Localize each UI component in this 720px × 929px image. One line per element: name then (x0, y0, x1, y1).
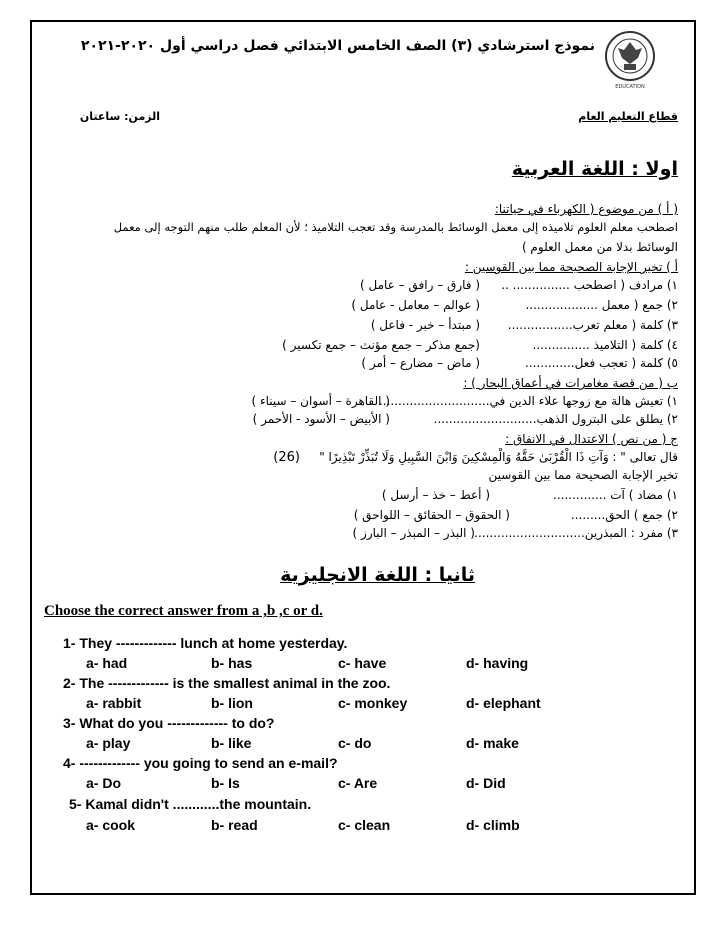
question-4: 4- ------------- you going to send an e-mail? (63, 755, 338, 771)
question-1-option-a[interactable]: a- had (86, 655, 128, 671)
question-1-option-b[interactable]: b- has (211, 655, 253, 671)
part-b-options-2: ( الأبيض – الأسود - الأحمر ) (252, 412, 390, 426)
part-c-question-1: ١) مضاد ) آت .............. (553, 488, 678, 502)
part-c-instruction: تخير الإجابة الصحيحة مما بين القوسين (488, 468, 678, 482)
part-c-heading: ج ( من نص ) الاعتدال في الانفاق : (505, 432, 678, 446)
exam-title: نموذج استرشادي (٣) الصف الخامس الابتدائي فصل دراسي أول ٢٠٢٠-٢٠٢١ (80, 38, 595, 54)
verse-reference: (26) (273, 450, 300, 465)
part-b-question-1: ١) تعيش هالة مع زوجها علاء الدين في............................. (378, 394, 678, 408)
question-2-option-b[interactable]: b- lion (211, 695, 253, 711)
svg-text:EDUCATION: EDUCATION (615, 84, 645, 90)
question-5-option-b[interactable]: b- read (211, 817, 258, 833)
ministry-logo-icon (604, 30, 656, 92)
part-a-question-4: ٤) كلمة ( التلاميذ ............... (532, 338, 678, 352)
part-a-options-4: (جمع مذكر – جمع مؤنث – جمع تكسير ) (282, 338, 480, 352)
question-4-option-c[interactable]: c- Are (338, 775, 378, 791)
arabic-section-title: اولا : اللغة العربية (511, 158, 678, 180)
question-2-option-c[interactable]: c- monkey (338, 695, 408, 711)
part-c-question-2: ٢) جمع ) الحق......... (570, 508, 678, 522)
question-2-option-d[interactable]: d- elephant (466, 695, 541, 711)
question-1: 1- They ------------- lunch at home yesterday. (63, 635, 348, 651)
part-a-options-5: ( ماض – مضارع – أمر ) (361, 356, 480, 370)
part-a-options-3: ( مبتدأ – خبر - فاعل ) (370, 318, 480, 332)
sector-label: قطاع التعليم العام (578, 110, 678, 123)
question-5-option-a[interactable]: a- cook (86, 817, 136, 833)
passage-line-2: الوسائط بدلا من معمل العلوم ) (521, 240, 678, 254)
question-3: 3- What do you ------------- to do? (63, 715, 275, 731)
question-5: 5- Kamal didn't ............the mountain. (69, 796, 312, 812)
question-5-option-d[interactable]: d- climb (466, 817, 520, 833)
part-b-question-2: ٢) يطلق على البترول الذهب........................... (433, 412, 678, 426)
question-1-option-d[interactable]: d- having (466, 655, 529, 671)
question-2: 2- The ------------- is the smallest animal in the zoo. (63, 675, 391, 691)
part-b-heading: ب ( من قصة مغامرات في أعماق البحار ) : (463, 376, 678, 390)
part-a-instruction: أ ) تخير الإجابة الصحيحة مما بين القوسين : (464, 260, 678, 274)
question-3-option-d[interactable]: d- make (466, 735, 519, 751)
part-b-options-1: ( القاهرة – أسوان – سيناء ) (251, 394, 390, 408)
question-2-option-a[interactable]: a- rabbit (86, 695, 142, 711)
question-3-option-b[interactable]: b- like (211, 735, 252, 751)
english-section-title: ثانيا : اللغة الانجليزية (280, 564, 475, 586)
question-3-option-c[interactable]: c- do (338, 735, 372, 751)
english-instruction: Choose the correct answer from a ,b ,c or d. (44, 603, 323, 619)
question-4-option-d[interactable]: d- Did (466, 775, 506, 791)
part-a-question-3: ٣) كلمة ( معلم تعرب................. (507, 318, 678, 332)
question-3-option-a[interactable]: a- play (86, 735, 131, 751)
part-a-heading: ( أ ) من موضوع ( الكهرباء في حياتنا: (494, 202, 678, 216)
duration-label: الزمن: ساعتان (79, 110, 160, 123)
passage-line-1: اصطحب معلم العلوم تلاميذه إلى معمل الوسائط بالمدرسة وقد تعجب التلاميذ ؛ لأن المعلم طلب منهم التوجه إلى معمل (113, 220, 678, 234)
part-a-question-5: ٥) كلمة ( تعجب فعل............. (525, 356, 678, 370)
question-4-option-b[interactable]: b- Is (211, 775, 240, 791)
question-5-option-c[interactable]: c- clean (338, 817, 391, 833)
part-c-options-3: ( البذر – المبذر – البارز ) (352, 526, 475, 540)
part-a-question-2: ٢) جمع ( معمل ................... (525, 298, 678, 312)
part-a-options-2: ( عوالم – معامل - عامل ) (351, 298, 480, 312)
quran-verse: قال تعالى " : وَآتِ ذَا الْقُرْبَىٰ حَقَّهُ وَالْمِسْكِينَ وَابْنَ السَّبِيلِ وَلَا تُبَذِّرْ تَبْذِيرًا " (319, 450, 678, 464)
part-a-question-1: ١) مرادف ( اصطحب ............... .. (501, 278, 678, 292)
part-c-options-1: ( أعط – خذ – أرسل ) (381, 488, 490, 502)
part-a-options-1: ( فارق – رافق – عامل ) (360, 278, 480, 292)
question-4-option-a[interactable]: a- Do (86, 775, 121, 791)
part-c-options-2: ( الحقوق – الحقائق – اللواحق ) (353, 508, 510, 522)
question-1-option-c[interactable]: c- have (338, 655, 387, 671)
part-c-question-3: ٣) مفرد : المبذرين............................. (474, 526, 678, 540)
